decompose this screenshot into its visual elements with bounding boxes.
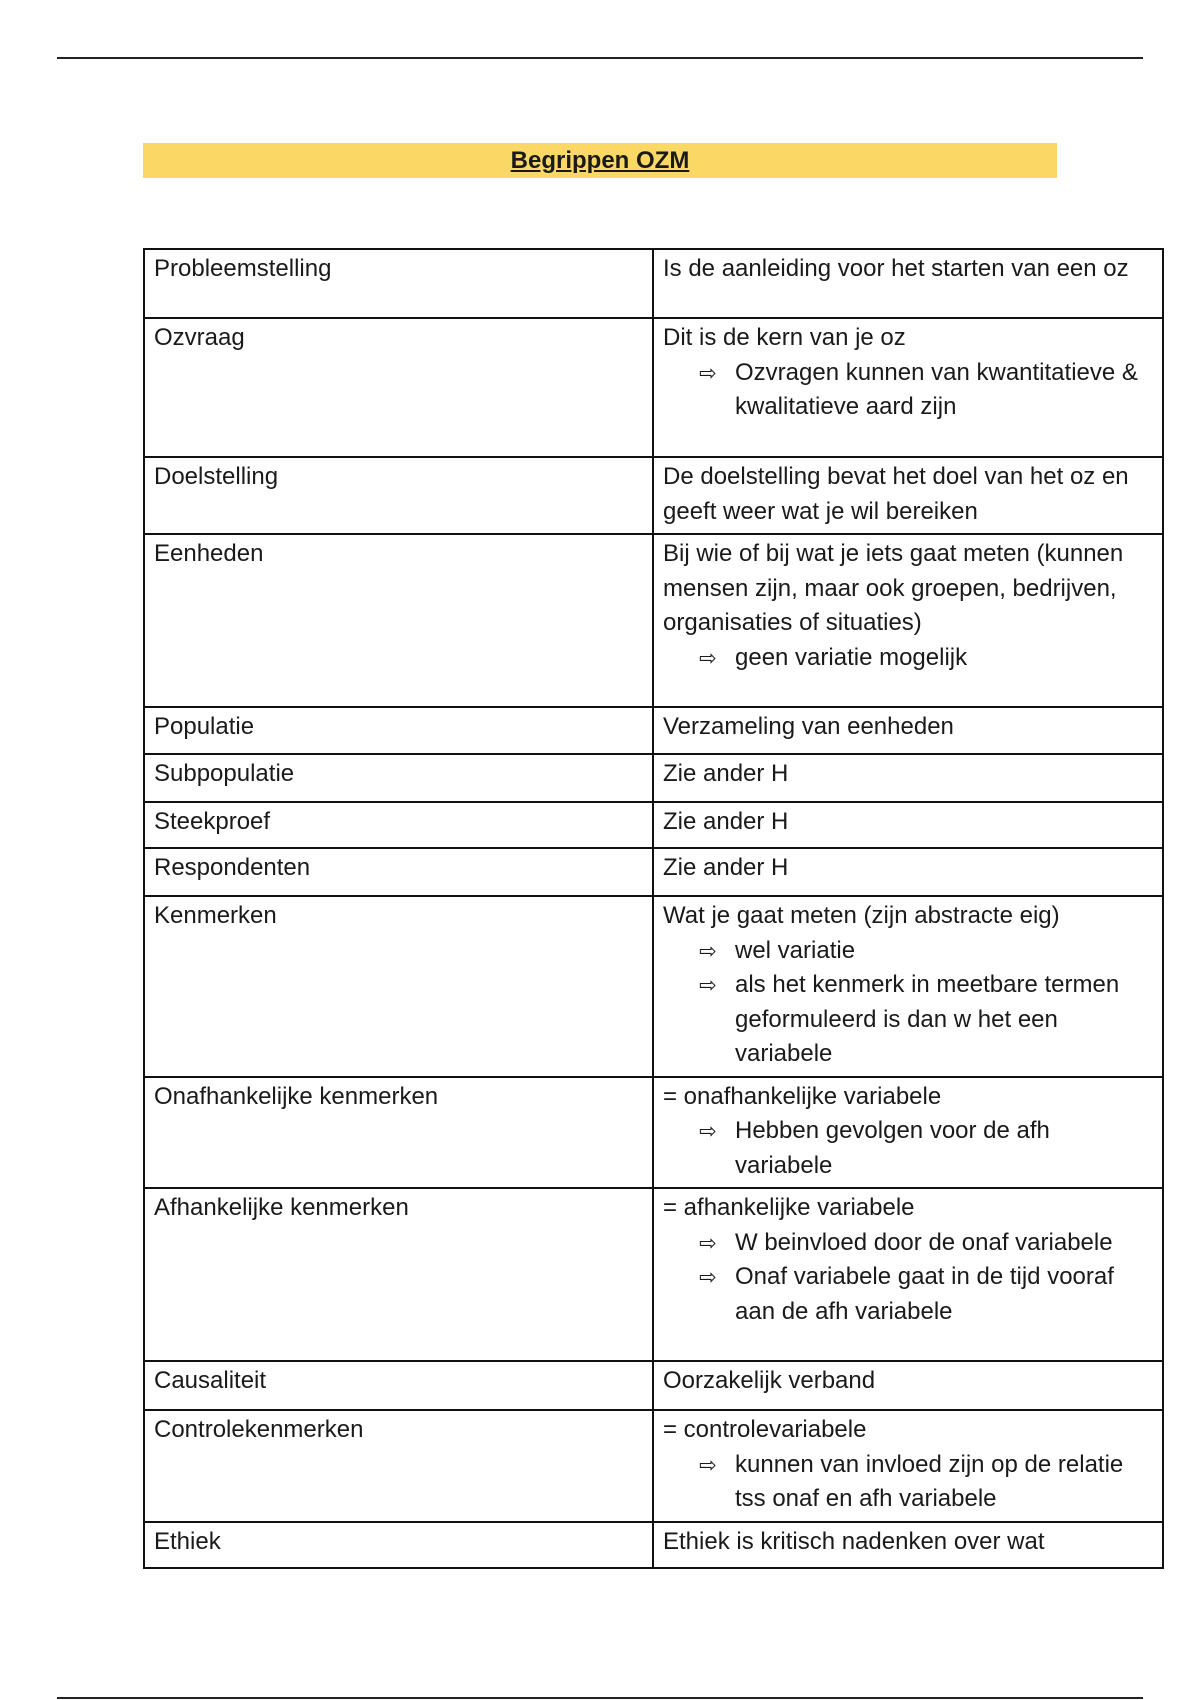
terms-table (143, 248, 1164, 1569)
term-cell: Doelstelling (144, 457, 653, 534)
table-row (144, 249, 1163, 318)
bullet-text: W beinvloed door de onaf variabele (735, 1228, 1113, 1256)
arrow-right-outline-icon: ⇨ (699, 1452, 717, 1477)
arrow-right-outline-icon: ⇨ (699, 1230, 717, 1255)
definition-cell (653, 1361, 1163, 1410)
definition-text: = onafhankelijke variabele (663, 1082, 942, 1110)
definition-text: = afhankelijke variabele (663, 1194, 915, 1221)
definition-cell (653, 1522, 1163, 1568)
bullet-text: kunnen van invloed zijn op de relatie tss onaf en afh variabele (735, 1450, 1124, 1512)
definition-text: Zie ander H (663, 854, 789, 881)
term-cell: Afhankelijke kenmerken (144, 1188, 653, 1361)
definition-cell (653, 534, 1163, 707)
table-row (144, 896, 1163, 1077)
table-row (144, 534, 1163, 707)
table-row (144, 707, 1163, 754)
table-row (144, 848, 1163, 896)
definition-text: Bij wie of bij wat je iets gaat meten (kunnen mensen zijn, maar ook groepen, bedrijven, organisaties of situaties) (663, 540, 1124, 636)
footer-rule (57, 1697, 1143, 1699)
table-row (144, 1410, 1163, 1522)
term-cell: Ozvraag (144, 318, 653, 457)
definition-cell (653, 1410, 1163, 1522)
title-banner (143, 143, 1057, 178)
definition-text: Dit is de kern van je oz (663, 324, 906, 351)
term-cell: Causaliteit (144, 1361, 653, 1410)
arrow-right-outline-icon: ⇨ (699, 938, 717, 963)
definition-cell (653, 249, 1163, 318)
document-title: Begrippen OZM (510, 147, 690, 174)
definition-text: Is de aanleiding voor het starten van een oz (663, 255, 1129, 282)
definition-cell (653, 1077, 1163, 1189)
table-row (144, 457, 1163, 534)
definition-cell (653, 707, 1163, 754)
definition-cell (653, 318, 1163, 457)
bullet-text: geen variatie mogelijk (735, 643, 968, 671)
arrow-right-outline-icon: ⇨ (699, 1265, 717, 1289)
arrow-right-outline-icon: ⇨ (699, 360, 717, 385)
bullet-item (663, 1226, 1153, 1261)
definition-cell (653, 1188, 1163, 1361)
table-row (144, 802, 1163, 848)
bullet-item (663, 1114, 1153, 1183)
term-cell: Respondenten (144, 848, 653, 896)
bullet-item (663, 1260, 1153, 1329)
bullet-text: wel variatie (735, 936, 856, 964)
term-cell: Kenmerken (144, 896, 653, 1077)
bullet-text: Hebben gevolgen voor de afh variabele (735, 1117, 1050, 1179)
bullet-item (663, 356, 1153, 425)
definition-text: Zie ander H (663, 808, 789, 835)
bullet-item (663, 641, 1153, 676)
table-row (144, 1361, 1163, 1410)
bullet-text: Ozvragen kunnen van kwantitatieve & kwalitatieve aard zijn (735, 358, 1138, 420)
term-cell: Steekproef (144, 802, 653, 848)
term-cell: Onafhankelijke kenmerken (144, 1077, 653, 1189)
table-row (144, 1188, 1163, 1361)
definition-text: De doelstelling bevat het doel van het oz en geeft weer wat je wil bereiken (663, 463, 1129, 525)
definition-cell (653, 848, 1163, 896)
definition-cell (653, 896, 1163, 1077)
definition-text: = controlevariabele (663, 1416, 867, 1443)
term-cell: Populatie (144, 707, 653, 754)
term-cell: Eenheden (144, 534, 653, 707)
definition-cell (653, 802, 1163, 848)
term-cell: Subpopulatie (144, 754, 653, 802)
term-cell: Probleemstelling (144, 249, 653, 318)
definition-cell (653, 457, 1163, 534)
definition-text: Oorzakelijk verband (663, 1367, 876, 1394)
bullet-item (663, 968, 1153, 1072)
bullet-item (663, 1448, 1153, 1517)
arrow-right-outline-icon: ⇨ (699, 1119, 717, 1143)
table-row (144, 1077, 1163, 1189)
bullet-text: als het kenmerk in meetbare termen geformuleerd is dan w het een variabele (735, 971, 1120, 1067)
definition-text: Verzameling van eenheden (663, 713, 954, 740)
bullet-text: Onaf variabele gaat in de tijd vooraf aan de afh variabele (735, 1263, 1114, 1325)
definition-text: Ethiek is kritisch nadenken over wat (663, 1527, 1045, 1555)
term-cell: Ethiek (144, 1522, 653, 1568)
header-rule (57, 57, 1143, 59)
definition-cell (653, 754, 1163, 802)
table-row (144, 1522, 1163, 1568)
arrow-right-outline-icon: ⇨ (699, 645, 717, 670)
definition-text: Wat je gaat meten (zijn abstracte eig) (663, 902, 1060, 929)
arrow-right-outline-icon: ⇨ (699, 973, 717, 997)
bullet-item (663, 934, 1153, 969)
definition-text: Zie ander H (663, 760, 789, 787)
table-row (144, 318, 1163, 457)
term-cell: Controlekenmerken (144, 1410, 653, 1522)
table-row (144, 754, 1163, 802)
